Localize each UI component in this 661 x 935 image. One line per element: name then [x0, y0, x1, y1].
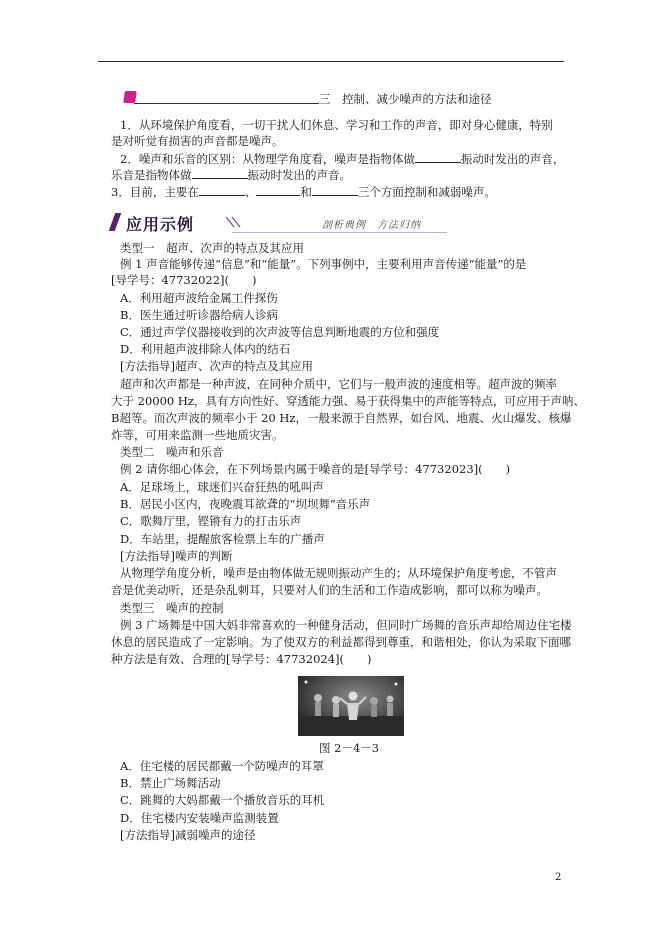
text-line: 1．从环境保护角度看，一切干扰人们休息、学习和工作的声音，即对身心健康，特别 [120, 118, 553, 132]
text-line: 例 2 请你细心体会，在下列场景内属于噪音的是[导学号：47732023]( ) [120, 462, 511, 476]
text-line: B超等。而次声波的频率小于 20 Hz，一般来源于自然界，如台风、地震、火山爆发、核爆 [111, 411, 572, 425]
option-c: C．通过声学仪器接收到的次声波等信息判断地震的方位和强度 [120, 325, 440, 339]
text-fragment: 2．噪声和乐音的区别：从物理学角度看，噪声是指物体做 [120, 152, 415, 166]
text-fragment: 振动时发出的声音。 [247, 168, 351, 182]
text-fragment: 振动时发出的声音， [460, 152, 565, 166]
section-rule [134, 103, 319, 104]
banner-title: 应用示例 [126, 215, 195, 234]
fill-in-blank[interactable] [312, 184, 358, 196]
text-fragment: 乐音是指物体做 [111, 168, 192, 182]
method-guide: [方法指导]超声、次声的特点及其应用 [120, 359, 313, 373]
option-d: D．利用超声波排除人体内的结石 [120, 342, 291, 356]
text-fragment: 、 [244, 185, 257, 199]
fill-in-blank[interactable] [415, 151, 461, 163]
section-heading [120, 91, 570, 107]
text-line: 例 1 声音能够传递“信息”和“能量”。下列事例中，主要利用声音传递“能量”的是 [120, 257, 527, 271]
text-line: 休息的居民造成了一定影响。为了使双方的利益都得到尊重，和谐相处，你认为采取下面哪 [111, 635, 571, 649]
option-b: B．医生通过听诊器给病人诊病 [120, 308, 278, 322]
text-line: 类型一 超声、次声的特点及其应用 [120, 241, 304, 255]
text-line: 超声和次声都是一种声波，在同种介质中，它们与一般声波的速度相等。超声波的频率 [120, 377, 557, 391]
option-a: A．住宅楼的居民都戴一个防噪声的耳罩 [120, 759, 324, 773]
fill-in-blank[interactable] [192, 167, 248, 179]
page-number: 2 [555, 872, 562, 883]
figure-caption: 图 2－4－3 [319, 741, 380, 755]
fill-in-blank[interactable] [256, 184, 300, 196]
text-line [111, 184, 496, 199]
text-line: 类型三 噪声的控制 [120, 601, 224, 615]
option-a: A．利用超声波给金属工件探伤 [120, 291, 278, 305]
banner-underline [232, 232, 447, 233]
option-a: A．足球场上，球迷们兴奋狂热的吼叫声 [120, 480, 324, 494]
banner-slash-icon [109, 213, 122, 231]
option-b: B．居民小区内，夜晚震耳欲聋的“坝坝舞”音乐声 [120, 497, 371, 511]
text-line [111, 167, 351, 182]
method-guide: [方法指导]噪声的判断 [120, 549, 233, 563]
method-guide: [方法指导]减弱噪声的途径 [120, 828, 256, 842]
text-line: 是对听觉有损害的声音都是噪声。 [111, 134, 284, 148]
section-marker-icon [123, 91, 137, 103]
header-rule [98, 61, 564, 62]
text-line: 音是优美动听，还是杂乱刺耳，只要对人们的生活和工作造成影响，都可以称为噪声。 [111, 583, 548, 597]
text-line: 类型二 噪声和乐音 [120, 445, 224, 459]
option-d: D．住宅楼内安装噪声监测装置 [120, 811, 279, 825]
text-line [120, 151, 564, 166]
option-d: D．车站里，提醒旅客检票上车的广播声 [120, 532, 325, 546]
option-c: C．歌舞厅里，铿锵有力的打击乐声 [120, 514, 302, 528]
option-c: C．跳舞的大妈都戴一个播放音乐的耳机 [120, 793, 325, 807]
fill-in-blank[interactable] [199, 184, 245, 196]
text-fragment: 3．目前，主要在 [111, 185, 199, 199]
text-fragment: 三个方面控制和减弱噪声。 [357, 185, 496, 199]
text-fragment: 和 [300, 185, 312, 199]
text-line: 从物理学角度分析，噪声是由物体做无规则振动产生的；从环境保护角度考虑，不管声 [120, 566, 557, 580]
banner-subtitle: 剖析典例 方法归纳 [322, 220, 421, 231]
text-line: [导学号：47732022]( ) [111, 273, 257, 287]
text-line: 例 3 广场舞是中国大妈非常喜欢的一种健身活动，但同时广场舞的音乐声却给周边住宅楼 [120, 618, 572, 632]
option-b: B．禁止广场舞活动 [120, 776, 221, 790]
text-line: 种方法是有效、合理的[导学号：47732024]( ) [111, 652, 372, 666]
square-dance-photo [298, 676, 404, 736]
text-line: 大于 20000 Hz，具有方向性好、穿透能力强、易于获得集中的声能等特点，可应用于声呐、 [111, 394, 585, 408]
text-line: 炸等，可用来监测一些地质灾害。 [111, 428, 284, 442]
section-title: 三 控制、减少噪声的方法和途径 [319, 92, 492, 106]
section-banner [112, 211, 452, 235]
